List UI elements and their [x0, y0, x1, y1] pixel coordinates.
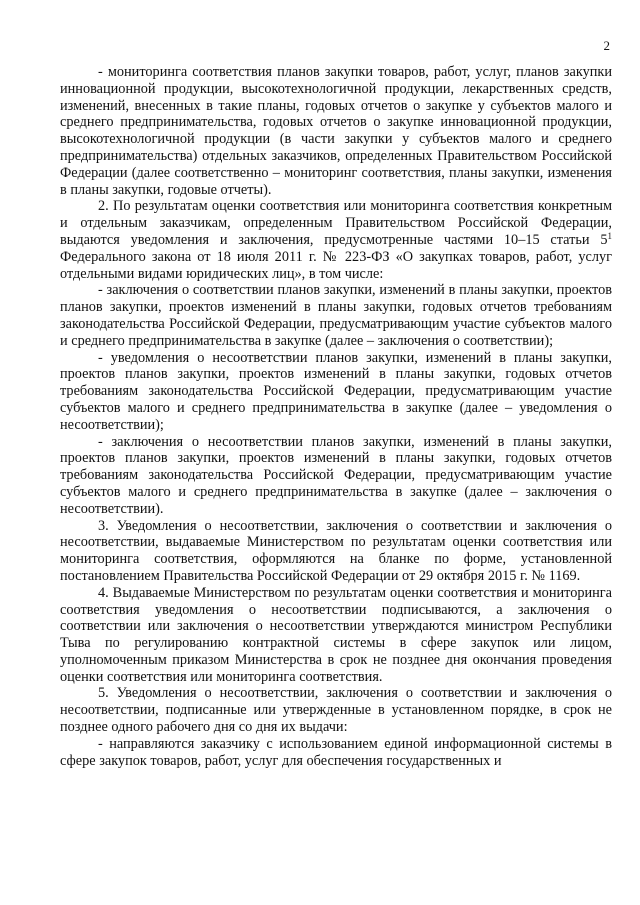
paragraph-2 — [60, 198, 612, 282]
document-body — [60, 64, 612, 769]
paragraph-conclusions-compliance: - заключения о соответствии планов закупки, изменений в планы закупки, проектов планов закупки, проектов изменений в планы закупки, годовых отчетов требованиям законодательства Российской Федерации, предусматривающим участие субъектов малого и среднего предпринимательства в закупке (далее – заключения о соответствии); — [60, 282, 612, 349]
paragraph-monitoring: - мониторинга соответствия планов закупки товаров, работ, услуг, планов закупки инновационной продукции, высокотехнологичной продукции, лекарственных средств, изменений, внесенных в такие планы, годовых отчетов о закупке у субъектов малого и среднего предпринимательства, годовых отчетов о закупке инновационной продукции, высокотехнологичной продукции (в части закупки у субъектов малого и среднего предпринимательства) отдельных заказчиков, определенных Правительством Российской Федерации (далее соответственно – мониторинг соответствия, планы закупки, изменения в планы закупки, годовые отчеты). — [60, 64, 612, 198]
paragraph-2-text-end: Федерального закона от 18 июля 2011 г. № 223-ФЗ «О закупках товаров, работ, услуг отдельными видами юридических лиц», в том числе: — [60, 248, 612, 282]
page-number: 2 — [603, 38, 610, 53]
paragraph-5: 5. Уведомления о несоответствии, заключения о соответствии и заключения о несоответствии, подписанные или утвержденные в установленном порядке, в срок не позднее одного рабочего дня со дня их выдачи: — [60, 685, 612, 736]
paragraph-5-item: - направляются заказчику с использованием единой информационной системы в сфере закупок товаров, работ, услуг для обеспечения государственных и — [60, 735, 612, 769]
paragraph-4: 4. Выдаваемые Министерством по результатам оценки соответствия и мониторинга соответствия уведомления о несоответствии подписываются, а заключения о соответствии или заключения о несоответствии утверждаются министром Республики Тыва по регулированию контрактной системы в сфере закупок или лицом, уполномоченным приказом Министерства в срок не позднее дня окончания проведения оценки соответствия или мониторинга соответствия. — [60, 584, 612, 685]
paragraph-notices-noncompliance: - уведомления о несоответствии планов закупки, изменений в планы закупки, проектов планов закупки, проектов изменений в планы закупки, годовых отчетов требованиям законодательства Российской Федерации, предусматривающим участие субъектов малого и среднего предпринимательства в закупке (далее – уведомления о несоответствии); — [60, 349, 612, 433]
paragraph-conclusions-noncompliance: - заключения о несоответствии планов закупки, изменений в планы закупки, проектов планов закупки, проектов изменений в планы закупки, годовых отчетов требованиям законодательства Российской Федерации, предусматривающим участие субъектов малого и среднего предпринимательства в закупке (далее – заключения о несоответствии). — [60, 433, 612, 517]
paragraph-2-superscript: 1 — [607, 230, 612, 241]
paragraph-2-text-start: 2. По результатам оценки соответствия или мониторинга соответствия конкретным и отдельным заказчикам, определенным Правительством Российской Федерации, выдаются уведомления и заключения, предусмотренные частями 10–15 статьи 5 — [60, 198, 612, 248]
paragraph-3: 3. Уведомления о несоответствии, заключения о соответствии и заключения о несоответствии, выдаваемые Министерством по результатам оценки соответствия или мониторинга соответствия, оформляются на бланке по форме, установленной постановлением Правительства Российской Федерации от 29 октября 2015 г. № 1169. — [60, 517, 612, 584]
